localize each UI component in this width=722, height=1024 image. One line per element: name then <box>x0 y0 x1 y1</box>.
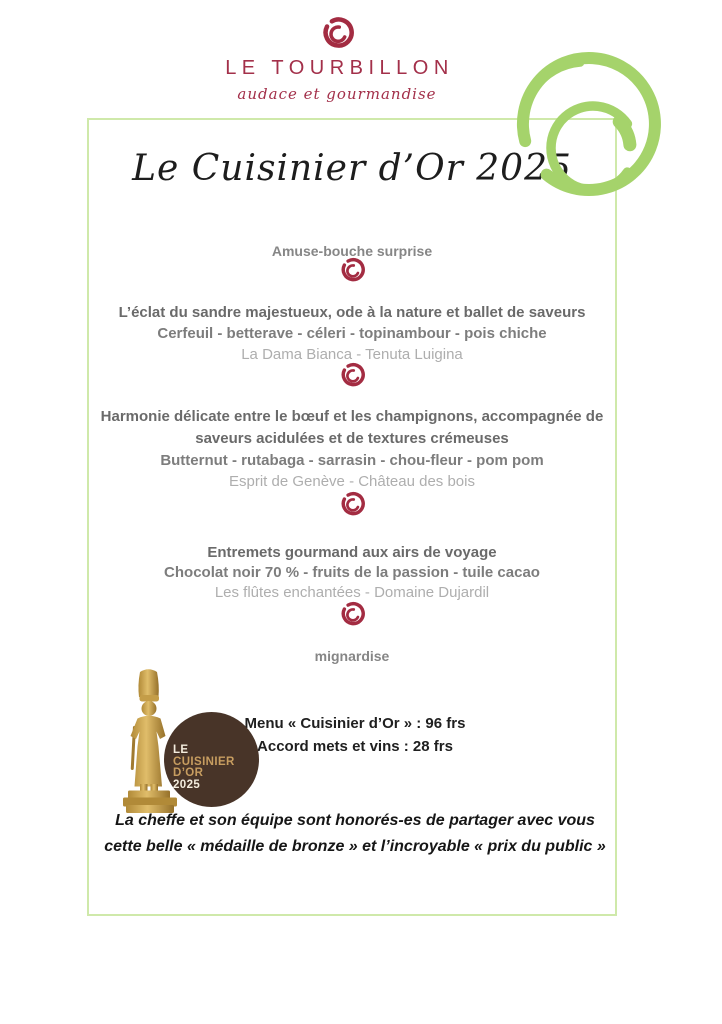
award-note-text: La cheffe et son équipe sont honorés-es de partager avec vous cette belle « <box>104 812 595 855</box>
swirl-separator-icon <box>339 257 365 283</box>
brand-name: LE TOURBILLON <box>225 57 454 79</box>
badge-line: D’OR <box>173 767 204 779</box>
menu-title: Le Cuisinier d’Or 2025 <box>132 148 572 189</box>
course-title: L’éclat du sandre majestueux, ode à la nature et ballet de saveurs <box>118 304 586 321</box>
brand-tagline: audace et gourmandise <box>237 85 437 103</box>
pairing-price: Accord mets et vins : 28 frs <box>257 737 453 755</box>
award-note-bold: médaille de bronze <box>200 837 345 855</box>
award-note-text: » et l’incroyable « <box>344 837 488 855</box>
cuisinier-dor-badge <box>164 712 259 807</box>
swirl-separator-icon <box>339 362 365 388</box>
award-note <box>99 808 611 860</box>
course-title: Harmonie délicate entre le bœuf et les champignons, accompagnée de saveurs acidulées et de textures crémeuses <box>100 408 604 447</box>
swirl-separator-icon <box>339 491 365 517</box>
course-ingredients: Butternut - rutabaga - sarrasin - chou-fleur - pom pom <box>160 452 544 469</box>
mignardise-label: mignardise <box>314 648 390 664</box>
restaurant-logo <box>187 16 487 103</box>
course-wine: Les flûtes enchantées - Domaine Dujardil <box>214 584 490 601</box>
green-brush-circle-icon <box>505 40 670 210</box>
course-title: Entremets gourmand aux airs de voyage <box>207 544 497 561</box>
course-wine: La Dama Bianca - Tenuta Luigina <box>241 346 463 363</box>
badge-line: LE <box>173 744 189 756</box>
award-note-bold: prix du public <box>487 837 593 855</box>
course-ingredients: Cerfeuil - betterave - céleri - topinambour - pois chiche <box>157 325 547 342</box>
swirl-separator-icon <box>339 601 365 627</box>
amuse-bouche-label: Amuse-bouche surprise <box>271 243 433 259</box>
course-wine: Esprit de Genève - Château des bois <box>229 473 475 490</box>
menu-prices <box>240 713 470 758</box>
swirl-logo-icon <box>319 16 355 50</box>
badge-line: CUISINIER <box>173 755 235 768</box>
award-note-text: » <box>592 837 606 855</box>
badge-line: 2025 <box>173 778 201 791</box>
course-ingredients: Chocolat noir 70 % - fruits de la passion - tuile cacao <box>164 564 540 581</box>
menu-price: Menu « Cuisinier d’Or » : 96 frs <box>244 715 466 732</box>
